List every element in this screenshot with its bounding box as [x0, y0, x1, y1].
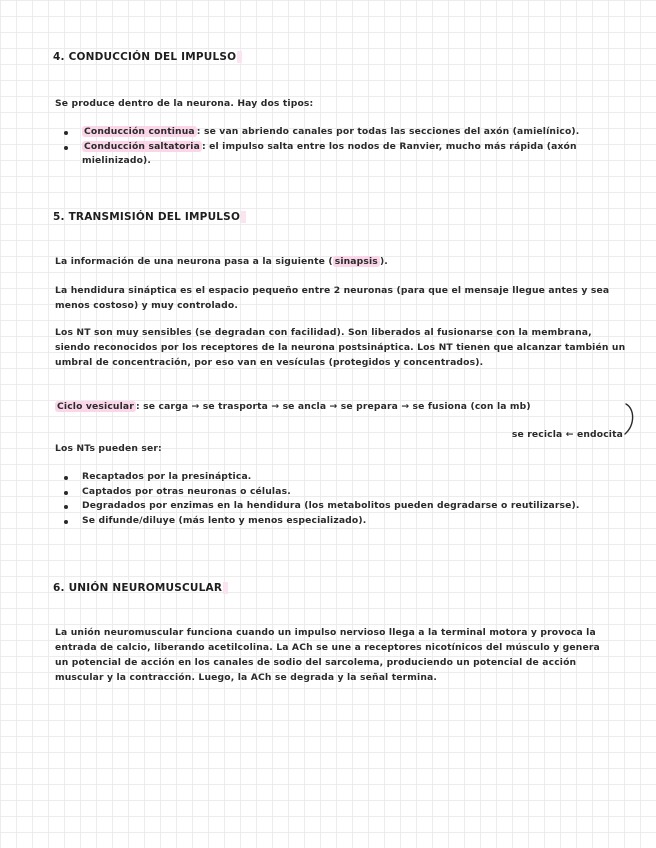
section-5-title: TRANSMISIÓN DEL IMPULSO — [68, 211, 241, 223]
cycle-return-arrow-icon — [622, 403, 638, 437]
section-4-title: CONDUCCIÓN DEL IMPULSO — [68, 51, 237, 63]
section-6-paragraph: La unión neuromuscular funciona cuando un impulso nervioso llega a la terminal motora y provoca la entrada de calcio, liberando acetilcolina. La ACh se une a receptores nicotínicos del músculo y genera un potencial de acción en los canales de sodio del sarcolema, produciendo un potencial de acción muscular y la contracción. Luego, la ACh se degrada y la señal termina. — [55, 627, 600, 683]
nt-intro: Los NTs pueden ser: — [55, 443, 162, 454]
ciclo-vesicular-term: Ciclo vesicular — [57, 401, 134, 412]
section-6-number: 6. — [53, 582, 65, 594]
list-item: Captados por otras neuronas o células. — [62, 485, 612, 500]
section-5-paragraph-3: Los NT son muy sensibles (se degradan con facilidad). Son liberados al fusionarse con la membrana, siendo reconocidos por los receptores de la neurona postsináptica. Los NT tienen que alcanzar también un umbral de concentración, por eso van en vesículas (protegidos y concentrados). — [55, 327, 626, 368]
nt-list — [62, 470, 612, 528]
section-5-paragraph-1: La información de una neurona pasa a la siguiente ( sinapsis ). — [55, 256, 388, 267]
section-5-number: 5. — [53, 211, 65, 223]
section-6-heading — [53, 582, 228, 594]
list-item — [62, 140, 602, 169]
section-4-list — [62, 125, 602, 169]
list-item: Se difunde/diluye (más lento y menos especializado). — [62, 514, 612, 529]
section-5-heading — [53, 211, 246, 223]
ciclo-vesicular-steps: : se carga → se trasporta → se ancla → se prepara → se fusiona (con la mb) — [135, 401, 531, 412]
conduccion-continua-term: Conducción continua — [84, 126, 195, 137]
section-6-title: UNIÓN NEUROMUSCULAR — [68, 582, 223, 594]
conduccion-saltatoria-text: : el impulso salta entre los nodos de Ranvier, mucho más rápida (axón mielinizado). — [82, 140, 577, 166]
section-4-heading — [53, 51, 242, 63]
section-5-paragraph-2: La hendidura sináptica es el espacio pequeño entre 2 neuronas (para que el mensaje llegue antes y sea menos costoso) y muy controlado. — [55, 285, 610, 311]
sinapsis-term: sinapsis — [334, 256, 378, 267]
conduccion-saltatoria-term: Conducción saltatoria — [84, 140, 200, 152]
section-4-intro: Se produce dentro de la neurona. Hay dos tipos: — [55, 98, 314, 109]
list-item: Recaptados por la presináptica. — [62, 470, 612, 485]
ciclo-vesicular-line — [55, 399, 531, 414]
ciclo-vesicular-return: se recicla ← endocita — [511, 429, 623, 440]
list-item — [62, 125, 602, 140]
conduccion-continua-text: : se van abriendo canales por todas las secciones del axón (amielínico). — [196, 126, 580, 137]
list-item: Degradados por enzimas en la hendidura (los metabolitos pueden degradarse o reutilizarse). — [62, 499, 612, 514]
section-4-number: 4. — [53, 51, 65, 63]
